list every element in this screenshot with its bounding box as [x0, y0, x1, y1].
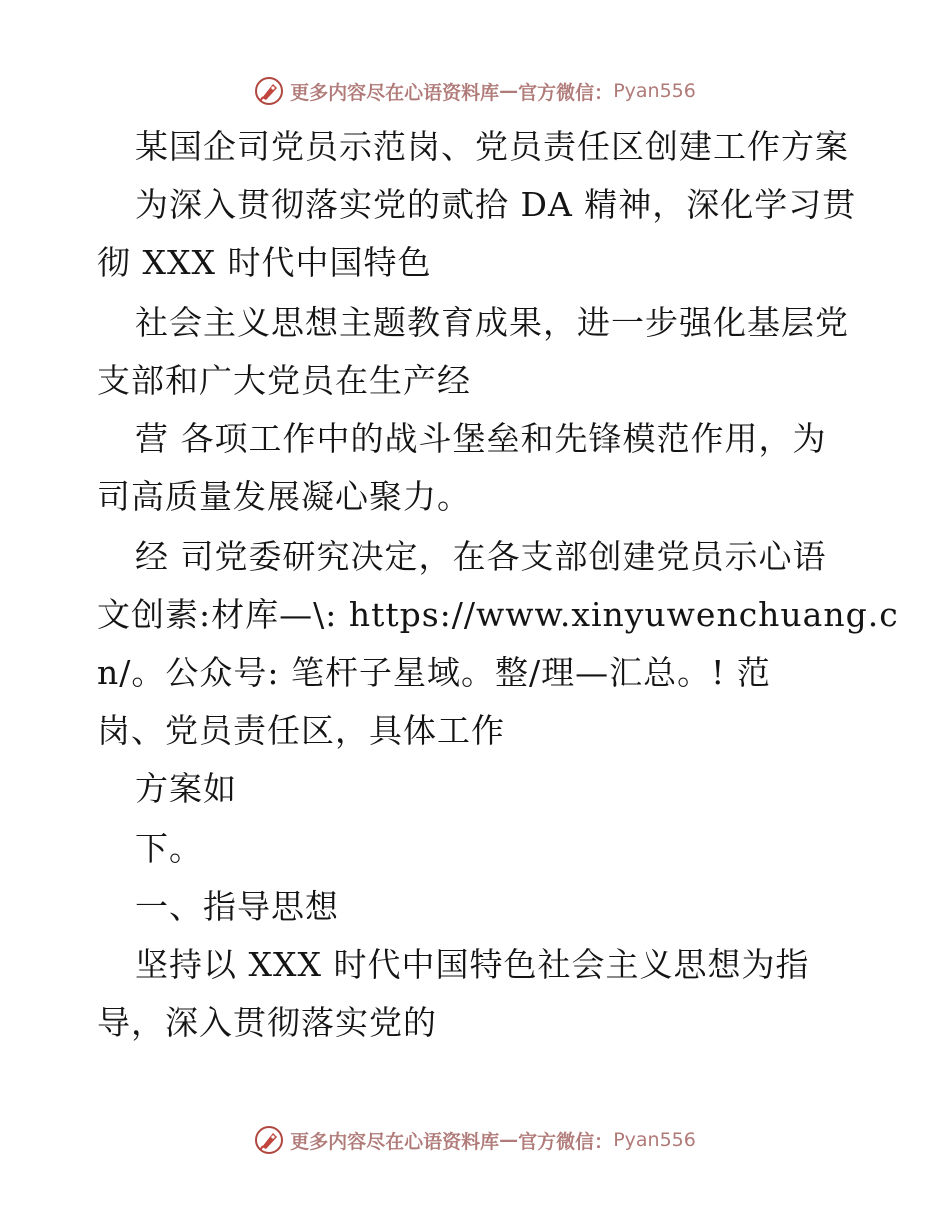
watermark-site-text: 更多内容尽在心语资料库	[290, 1130, 500, 1153]
paragraph-line: 社会主义思想主题教育成果，进一步强化基层党	[135, 303, 849, 342]
paragraph-line: 坚持以 XXX 时代中国特色社会主义思想为指	[135, 945, 810, 984]
paragraph-line: 营 各项工作中的战斗堡垒和先锋模范作用，为	[135, 419, 827, 458]
document-title: 某国企司党员示范岗、党员责任区创建工作方案	[135, 127, 849, 166]
watermark-dash: —	[499, 80, 519, 102]
watermark-official-text: 官方微信：	[518, 81, 614, 104]
paragraph-line: 支部和广大党员在生产经	[97, 361, 471, 400]
paragraph-line: 下。	[135, 829, 203, 868]
paragraph-line-url: 文创素:材库—\: https://www.xinyuwenchuang.c	[97, 595, 899, 634]
paragraph-line: 岗、党员责任区，具体工作	[97, 711, 505, 750]
paragraph-line: 彻 XXX 时代中国特色	[97, 243, 432, 282]
paragraph-line: 经 司党委研究决定，在各支部创建党员示心语	[135, 537, 827, 576]
paragraph-line: 为深入贯彻落实党的贰拾 DA 精神，深化学习贯	[135, 185, 857, 224]
footer-watermark	[0, 1120, 950, 1160]
pen-nib-circle-icon	[254, 1125, 284, 1155]
paragraph-line: 导，深入贯彻落实党的	[97, 1003, 437, 1042]
paragraph-line: n/。公众号: 笔杆子星域。整/理—汇总。! 范	[97, 653, 771, 692]
watermark-official-text: 官方微信：	[518, 1130, 614, 1153]
paragraph-line: 方案如	[135, 769, 237, 808]
watermark-wechat-id: Pyan556	[613, 1129, 696, 1151]
watermark-dash: —	[499, 1129, 519, 1151]
paragraph-line: 司高质量发展凝心聚力。	[97, 477, 471, 516]
watermark-site-text: 更多内容尽在心语资料库	[290, 81, 500, 104]
section-heading: 一、指导思想	[135, 887, 339, 926]
watermark-wechat-id: Pyan556	[613, 80, 696, 102]
